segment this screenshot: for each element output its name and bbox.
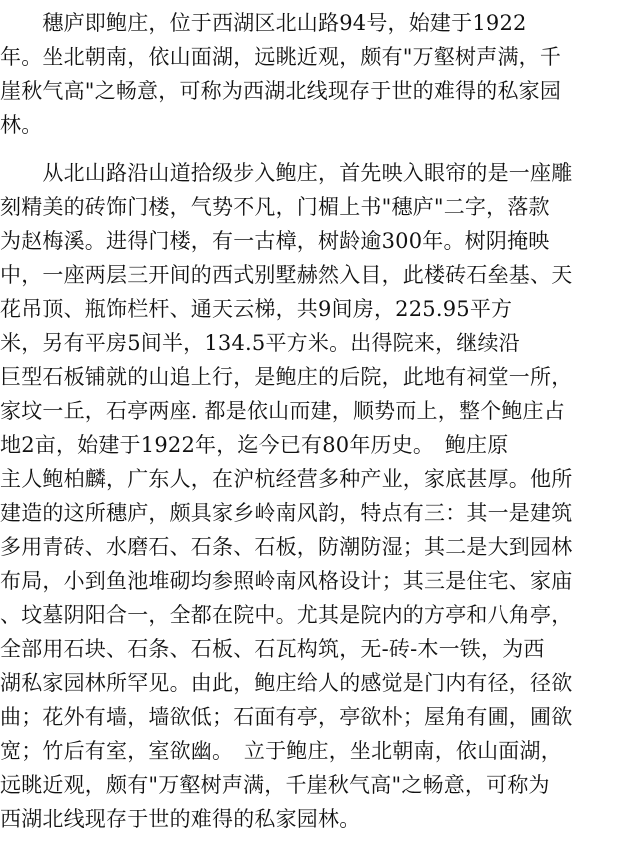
text-line: 、坟墓阴阳合一，全都在院中。尤其是院内的方亭和八角亭， xyxy=(0,603,573,627)
text-line: 中，一座两层三开间的西式别墅赫然入目，此楼砖石垒基、天 xyxy=(0,263,573,287)
text-line: 崖秋气高"之畅意，可称为西湖北线现存于世的难得的私家园 xyxy=(0,79,562,103)
text-line: 地2亩，始建于1922年，迄今已有80年历史。 鲍庄原 xyxy=(0,433,509,457)
text-line: 西湖北线现存于世的难得的私家园林。 xyxy=(0,807,361,831)
text-line: 远眺近观，颇有"万壑树声满，千崖秋气高"之畅意，可称为 xyxy=(0,773,550,797)
text-line: 湖私家园林所罕见。由此，鲍庄给人的感觉是门内有径，径欲 xyxy=(0,671,573,695)
text-line: 刻精美的砖饰门楼，气势不凡，门楣上书"穗庐"二字，落款 xyxy=(0,195,550,219)
text-line: 主人鲍柏麟，广东人，在沪杭经营多种产业，家底甚厚。他所 xyxy=(0,467,573,491)
text-line: 建造的这所穗庐，颇具家乡岭南风韵，特点有三：其一是建筑 xyxy=(0,501,573,525)
text-line: 米，另有平房5间半，134.5平方米。出得院来，继续沿 xyxy=(0,331,520,355)
text-line: 林。 xyxy=(0,113,43,137)
text-line: 为赵梅溪。进得门楼，有一古樟，树龄逾300年。树阴掩映 xyxy=(0,229,550,253)
text-line: 从北山路沿山道拾级步入鲍庄，首先映入眼帘的是一座雕 xyxy=(0,161,573,185)
text-line: 多用青砖、水磨石、石条、石板，防潮防湿；其二是大到园林 xyxy=(0,535,573,559)
text-line: 曲；花外有墙，墙欲低；石面有亭，亭欲朴；屋角有圃，圃欲 xyxy=(0,705,573,729)
text-line: 布局，小到鱼池堆砌均参照岭南风格设计；其三是住宅、家庙 xyxy=(0,569,573,593)
text-line: 家坟一丘，石亭两座. 都是依山而建，顺势而上，整个鲍庄占 xyxy=(0,399,565,423)
text-line: 全部用石块、石条、石板、石瓦构筑，无-砖-木一铁，为西 xyxy=(0,637,545,661)
text-line: 花吊顶、瓶饰栏杆、通天云梯，共9间房，225.95平方 xyxy=(0,297,513,321)
text-line: 年。坐北朝南，依山面湖，远眺近观，颇有"万壑树声满，千 xyxy=(0,45,562,69)
text-line: 宽；竹后有室，室欲幽。 立于鲍庄，坐北朝南，依山面湖， xyxy=(0,739,562,763)
text-line: 穗庐即鲍庄，位于西湖区北山路94号，始建于1922 xyxy=(0,11,527,35)
text-line: 巨型石板铺就的山追上行，是鲍庄的后院，此地有祠堂一所， xyxy=(0,365,573,389)
